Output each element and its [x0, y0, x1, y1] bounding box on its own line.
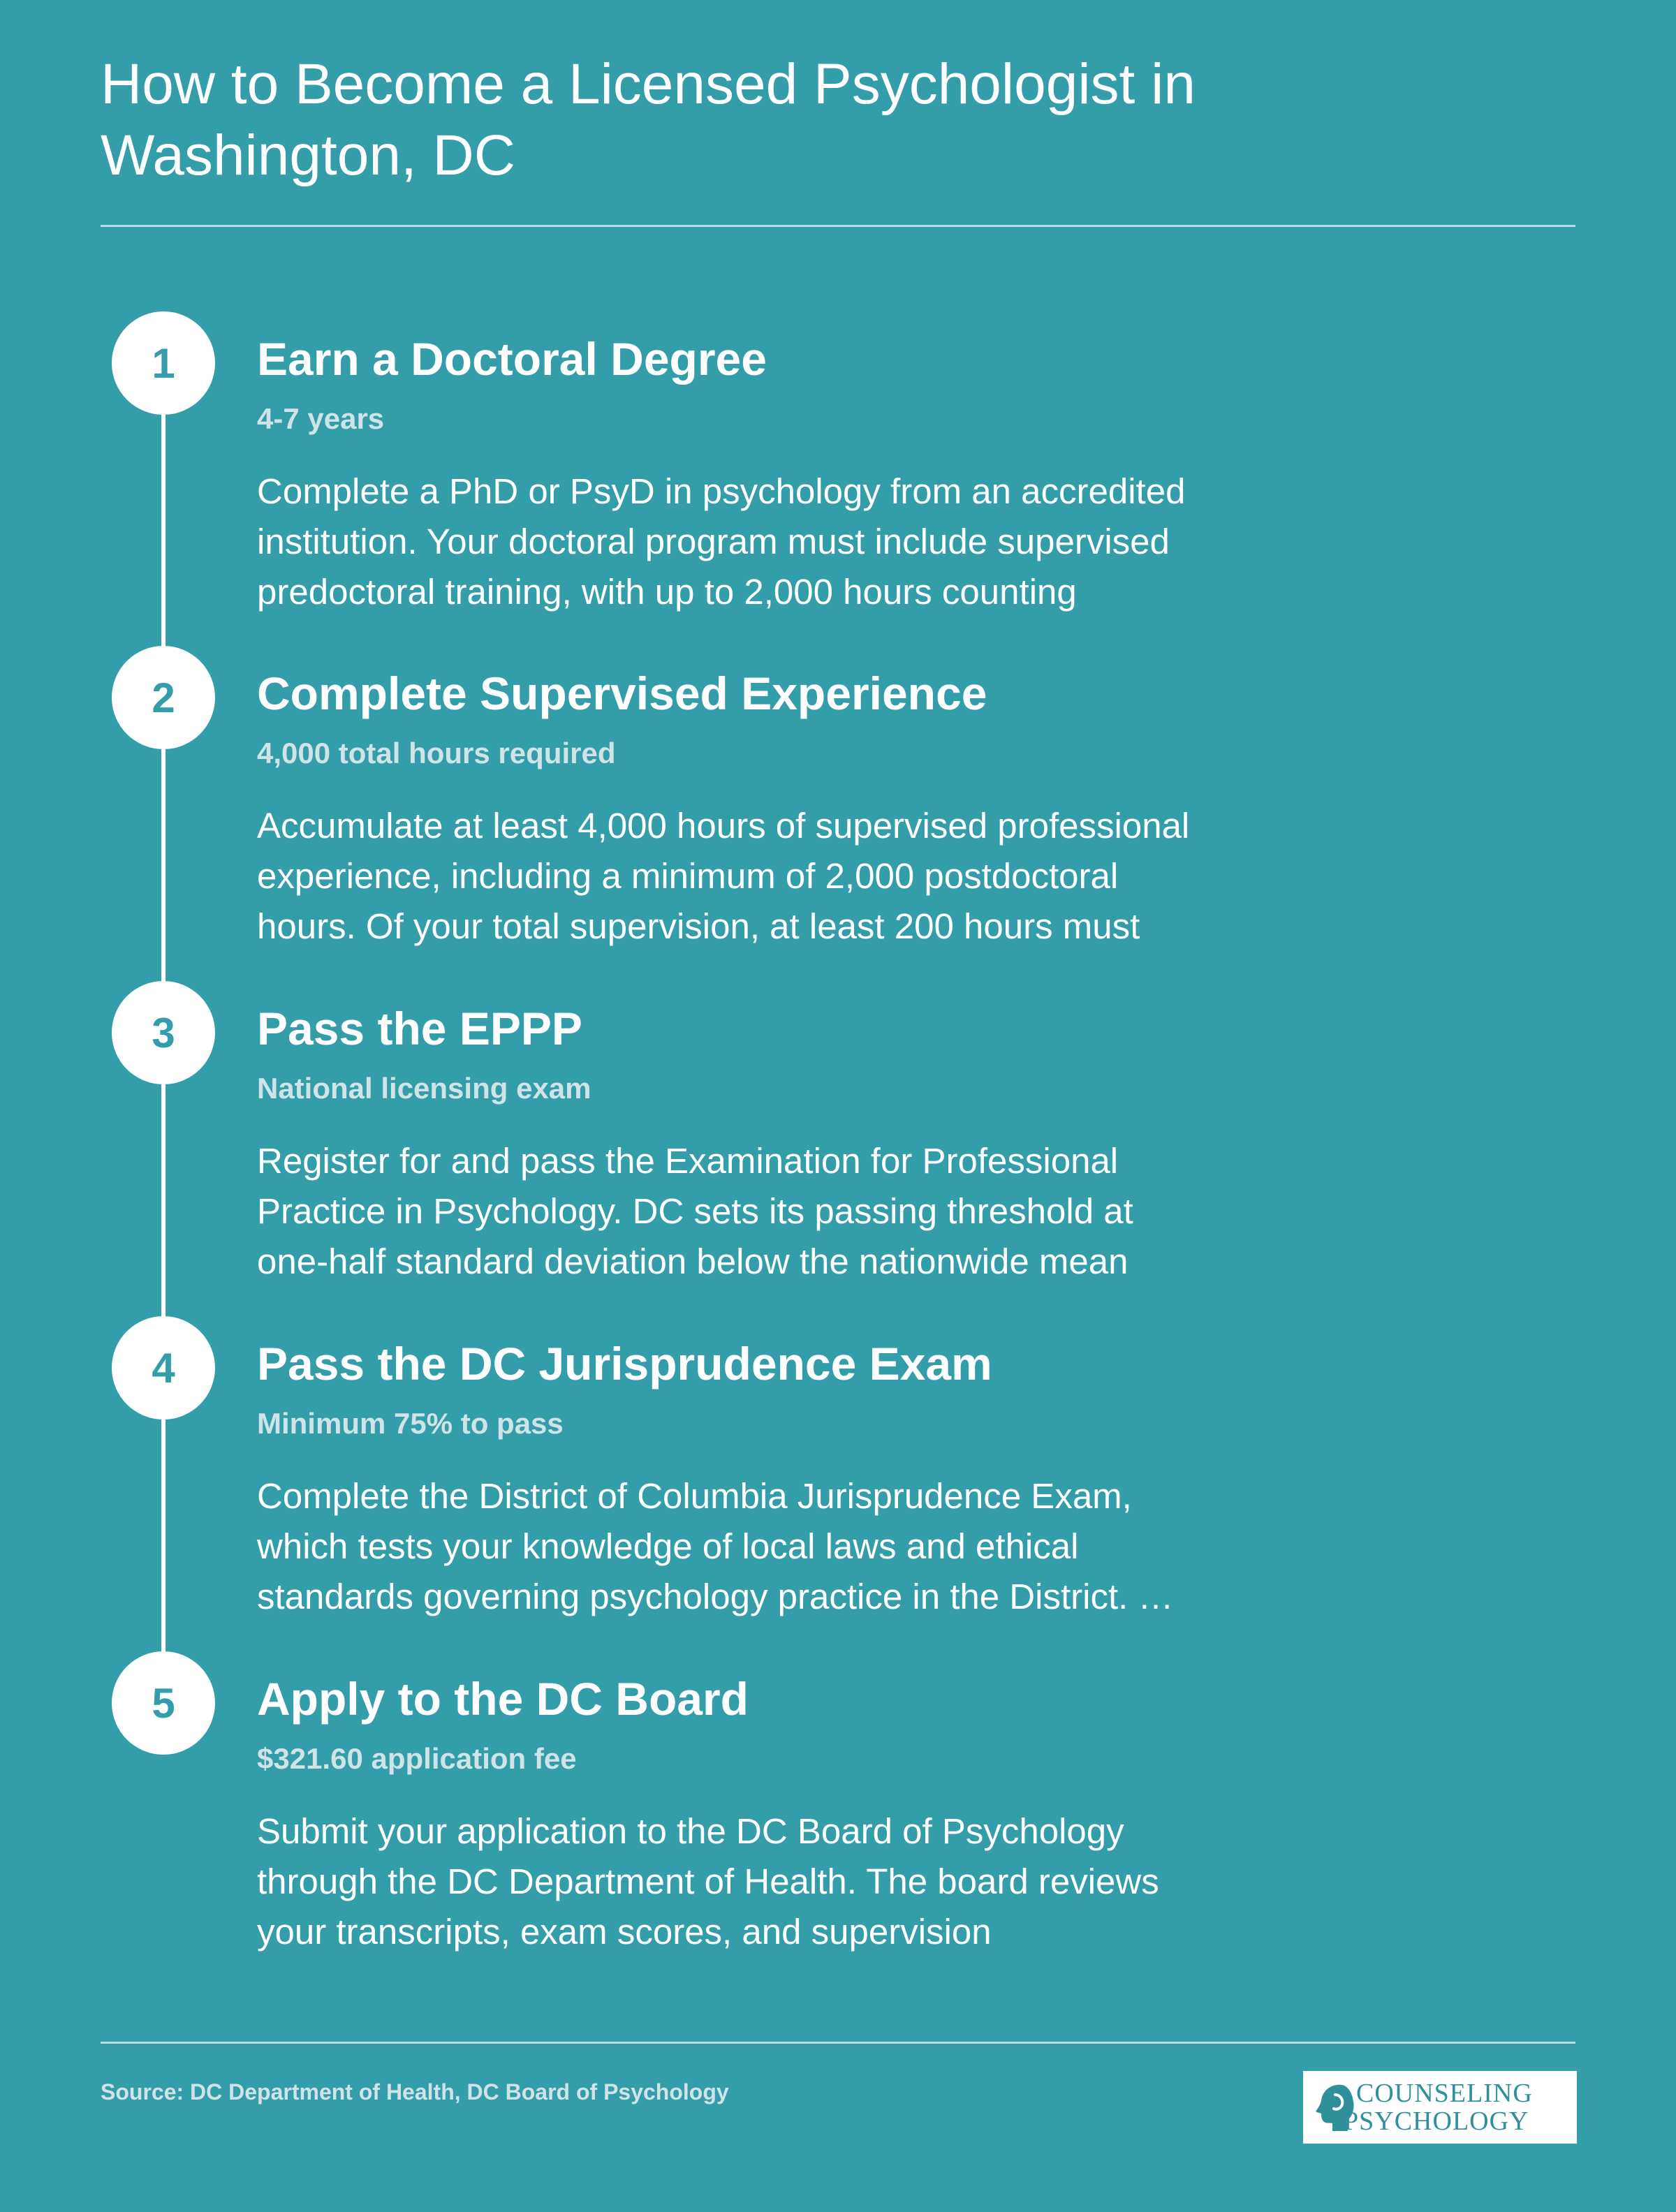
step-number-badge: 5	[112, 1651, 215, 1755]
step-subtitle: National licensing exam	[257, 1072, 591, 1105]
step-title: Earn a Doctoral Degree	[257, 333, 767, 385]
step-description-line: Register for and pass the Examination for Professional	[257, 1141, 1119, 1181]
step-description-line: standards governing psychology practice in the District. …	[257, 1577, 1174, 1616]
step-description-line: one-half standard deviation below the nationwide mean	[257, 1241, 1129, 1281]
step-number-badge: 1	[112, 311, 215, 415]
step-number-badge: 3	[112, 981, 215, 1084]
step-description-line: Practice in Psychology. DC sets its passing threshold at	[257, 1191, 1133, 1231]
logo-line-1: COUNSELING	[1356, 2079, 1533, 2108]
page-title-line-2: Washington, DC	[101, 124, 515, 187]
step-description-line: through the DC Department of Health. The board reviews	[257, 1861, 1159, 1901]
step-description	[257, 1471, 1346, 1622]
step-title: Apply to the DC Board	[257, 1673, 749, 1725]
step-subtitle: Minimum 75% to pass	[257, 1407, 564, 1440]
step-title: Pass the DC Jurisprudence Exam	[257, 1338, 992, 1389]
step-description-line: hours. Of your total supervision, at least 200 hours must	[257, 906, 1140, 946]
step-description-line: Complete the District of Columbia Jurisprudence Exam,	[257, 1476, 1132, 1516]
footer-divider	[101, 2042, 1575, 2044]
counseling-psychology-logo[interactable]	[1303, 2071, 1577, 2144]
step-description	[257, 1136, 1346, 1287]
step-description-line: Complete a PhD or PsyD in psychology from an accredited	[257, 471, 1186, 511]
step-number-badge: 2	[112, 646, 215, 749]
step-description-line: institution. Your doctoral program must include supervised	[257, 522, 1170, 561]
step-subtitle: 4-7 years	[257, 402, 385, 435]
step-title: Complete Supervised Experience	[257, 668, 987, 719]
step-description	[257, 466, 1346, 617]
logo-line-2: PSYCHOLOGY	[1344, 2107, 1529, 2136]
step-description-line: Accumulate at least 4,000 hours of supervised professional	[257, 806, 1190, 846]
step-description	[257, 801, 1346, 952]
step-description-line: predoctoral training, with up to 2,000 hours counting	[257, 572, 1077, 612]
step-subtitle: 4,000 total hours required	[257, 737, 616, 769]
step-title: Pass the EPPP	[257, 1003, 582, 1054]
step-description-line: your transcripts, exam scores, and supervision	[257, 1912, 992, 1952]
step-description-line: which tests your knowledge of local laws and ethical	[257, 1526, 1079, 1566]
step-subtitle: $321.60 application fee	[257, 1742, 577, 1775]
step-description	[257, 1806, 1346, 1957]
step-number-badge: 4	[112, 1316, 215, 1420]
step-description-line: Submit your application to the DC Board of Psychology	[257, 1811, 1124, 1851]
page-title-line-1: How to Become a Licensed Psychologist in	[101, 52, 1196, 116]
source-credit: Source: DC Department of Health, DC Board of Psychology	[101, 2079, 729, 2104]
header-divider	[101, 225, 1575, 227]
step-description-line: experience, including a minimum of 2,000 postdoctoral	[257, 856, 1119, 896]
logo-wordmark	[1344, 2079, 1533, 2135]
page-title	[101, 49, 1497, 191]
